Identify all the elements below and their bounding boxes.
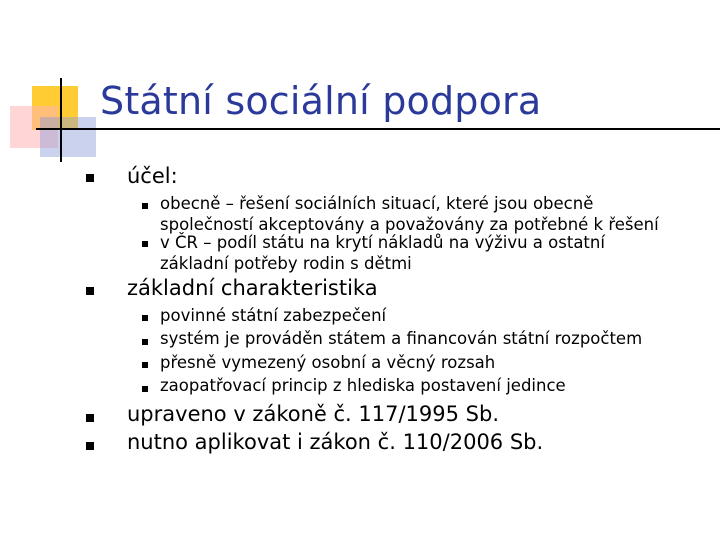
bullet-marker [86,287,94,295]
sub-bullet-text: povinné státní zabezpečení [160,306,387,325]
bullet-marker [86,174,94,182]
sub-bullet-line: v ČR – podíl státu na krytí nákladů na výživu a ostatní [160,233,605,252]
bullet-text: základní charakteristika [127,276,378,300]
sub-bullet-text: zaopatřovací princip z hlediska postavení jedince [160,376,566,395]
slide-title: Státní sociální podpora [100,79,542,123]
bullet-text: účel: [127,164,178,188]
decor-vertical-line [60,78,62,162]
sub-bullet-marker [142,203,148,209]
sub-bullet-marker [142,339,148,345]
bullet-marker [86,414,94,422]
decor-square-blue [40,117,96,157]
bullet-marker [86,442,94,450]
sub-bullet-line: společností akceptovány a považovány za potřebné k řešení [160,215,659,234]
bullet-text: nutno aplikovat i zákon č. 110/2006 Sb. [127,430,544,454]
sub-bullet-marker [142,386,148,392]
sub-bullet-text [160,193,659,235]
sub-bullet-marker [142,362,148,368]
sub-bullet-text: systém je prováděn státem a financován státní rozpočtem [160,329,643,348]
sub-bullet-line: základní potřeby rodin s dětmi [160,254,412,273]
sub-bullet-line: obecně – řešení sociálních situací, které jsou obecně [160,194,594,213]
title-underline [36,128,720,130]
sub-bullet-marker [142,241,148,247]
sub-bullet-marker [142,315,148,321]
bullet-text: upraveno v zákoně č. 117/1995 Sb. [127,402,499,426]
sub-bullet-text [160,232,605,274]
sub-bullet-text: přesně vymezený osobní a věcný rozsah [160,353,496,372]
